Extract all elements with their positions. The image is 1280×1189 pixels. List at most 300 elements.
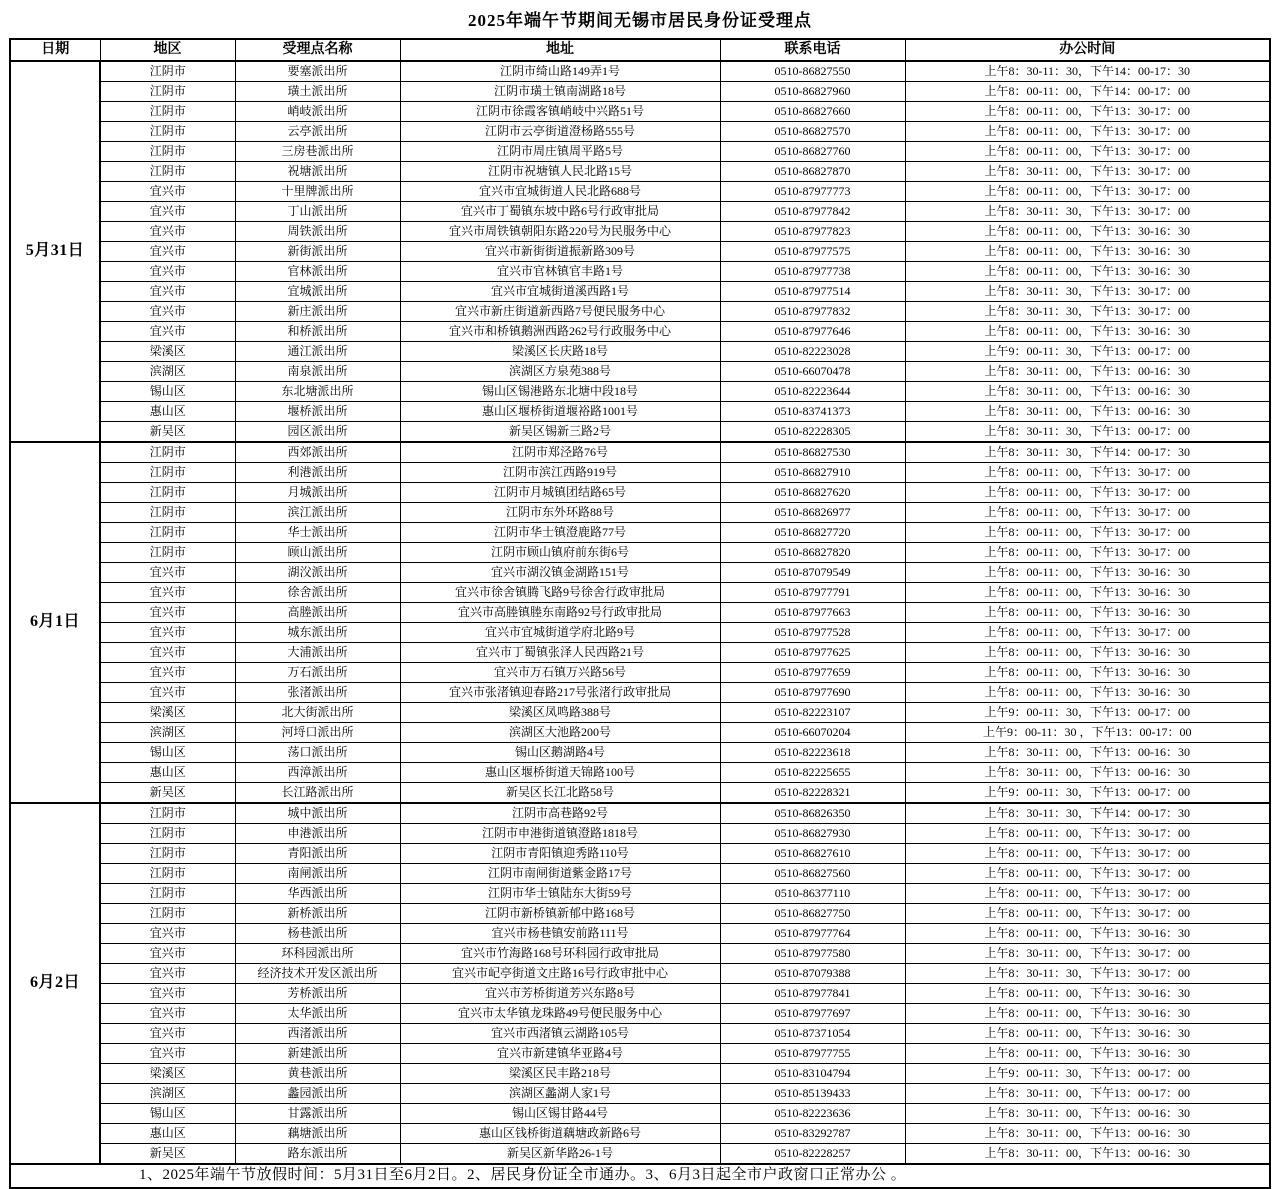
office-hours-cell: 上午8：00-11：00，下午13：30-17：00	[905, 904, 1270, 924]
address-cell: 宜兴市宜城街道学府北路9号	[400, 623, 720, 643]
office-hours-cell: 上午8：00-11：00，下午13：30-16：30	[905, 643, 1270, 663]
district-cell: 江阴市	[100, 844, 235, 864]
station-name-cell: 堰桥派出所	[235, 402, 400, 422]
table-row	[10, 503, 1270, 523]
station-name-cell: 湖㳇派出所	[235, 563, 400, 583]
station-name-cell: 北大街派出所	[235, 703, 400, 723]
station-name-cell: 宜城派出所	[235, 282, 400, 302]
address-cell: 梁溪区凤鸣路388号	[400, 703, 720, 723]
phone-cell: 0510-82223028	[720, 342, 905, 362]
district-cell: 江阴市	[100, 824, 235, 844]
phone-cell: 0510-87977663	[720, 603, 905, 623]
office-hours-cell: 上午8：00-11：00，下午13：30-16：30	[905, 603, 1270, 623]
district-cell: 新吴区	[100, 1144, 235, 1165]
office-hours-cell: 上午8：00-11：00，下午13：30-17：00	[905, 543, 1270, 563]
address-cell: 江阴市新桥镇新郁中路168号	[400, 904, 720, 924]
table-row	[10, 603, 1270, 623]
station-name-cell: 新桥派出所	[235, 904, 400, 924]
district-cell: 宜兴市	[100, 663, 235, 683]
table-row	[10, 643, 1270, 663]
district-cell: 宜兴市	[100, 984, 235, 1004]
district-cell: 滨湖区	[100, 362, 235, 382]
phone-cell: 0510-83741373	[720, 402, 905, 422]
table-row	[10, 1044, 1270, 1064]
table-row	[10, 964, 1270, 984]
address-cell: 宜兴市新建镇华亚路4号	[400, 1044, 720, 1064]
address-cell: 宜兴市芳桥街道芳兴东路8号	[400, 984, 720, 1004]
phone-cell: 0510-87977738	[720, 262, 905, 282]
header-address: 地址	[400, 39, 720, 61]
phone-cell: 0510-86826350	[720, 803, 905, 824]
station-name-cell: 芳桥派出所	[235, 984, 400, 1004]
station-name-cell: 张渚派出所	[235, 683, 400, 703]
district-cell: 宜兴市	[100, 282, 235, 302]
address-cell: 江阴市华士镇陆东大街59号	[400, 884, 720, 904]
address-cell: 江阴市绮山路149弄1号	[400, 61, 720, 82]
office-hours-cell: 上午8：00-11：00，下午13：30-17：00	[905, 142, 1270, 162]
station-name-cell: 滨江派出所	[235, 503, 400, 523]
district-cell: 江阴市	[100, 803, 235, 824]
station-name-cell: 城中派出所	[235, 803, 400, 824]
station-name-cell: 路东派出所	[235, 1144, 400, 1165]
office-hours-cell: 上午9：00-11：30，下午13：00-17：00	[905, 342, 1270, 362]
address-cell: 新吴区新华路26-1号	[400, 1144, 720, 1165]
district-cell: 滨湖区	[100, 1084, 235, 1104]
phone-cell: 0510-82225655	[720, 763, 905, 783]
district-cell: 宜兴市	[100, 202, 235, 222]
station-name-cell: 城东派出所	[235, 623, 400, 643]
station-name-cell: 荡口派出所	[235, 743, 400, 763]
district-cell: 滨湖区	[100, 723, 235, 743]
phone-cell: 0510-66070478	[720, 362, 905, 382]
phone-cell: 0510-87977580	[720, 944, 905, 964]
office-hours-cell: 上午8：00-11：00，下午13：30-17：00	[905, 523, 1270, 543]
phone-cell: 0510-86827750	[720, 904, 905, 924]
district-cell: 锡山区	[100, 743, 235, 763]
office-hours-cell: 上午9：00-11：30，下午13：00-17：00	[905, 783, 1270, 804]
address-cell: 江阴市青阳镇迎秀路110号	[400, 844, 720, 864]
district-cell: 宜兴市	[100, 964, 235, 984]
table-row	[10, 222, 1270, 242]
address-cell: 惠山区堰桥街道天锦路100号	[400, 763, 720, 783]
address-cell: 宜兴市丁蜀镇张泽人民西路21号	[400, 643, 720, 663]
station-name-cell: 甘露派出所	[235, 1104, 400, 1124]
date-cell: 6月2日	[10, 803, 100, 1164]
phone-cell: 0510-86377110	[720, 884, 905, 904]
office-hours-cell: 上午8：00-11：00，下午13：30-17：00	[905, 844, 1270, 864]
station-name-cell: 和桥派出所	[235, 322, 400, 342]
footer-note-row	[10, 1164, 1270, 1188]
phone-cell: 0510-86827570	[720, 122, 905, 142]
phone-cell: 0510-82223636	[720, 1104, 905, 1124]
address-cell: 滨湖区蠡湖人家1号	[400, 1084, 720, 1104]
office-hours-cell: 上午8：30-11：00，下午13：00-17：00	[905, 1084, 1270, 1104]
office-hours-cell: 上午8：00-11：00，下午13：30-17：00	[905, 182, 1270, 202]
district-cell: 江阴市	[100, 162, 235, 182]
address-cell: 滨湖区大池路200号	[400, 723, 720, 743]
phone-cell: 0510-86827910	[720, 463, 905, 483]
address-cell: 宜兴市张渚镇迎春路217号张渚行政审批局	[400, 683, 720, 703]
district-cell: 宜兴市	[100, 222, 235, 242]
phone-cell: 0510-87977528	[720, 623, 905, 643]
table-row	[10, 844, 1270, 864]
table-row	[10, 884, 1270, 904]
table-row	[10, 1124, 1270, 1144]
table-row	[10, 703, 1270, 723]
table-row	[10, 242, 1270, 262]
address-cell: 宜兴市高塍镇塍东南路92号行政审批局	[400, 603, 720, 623]
header-date: 日期	[10, 39, 100, 61]
date-cell: 6月1日	[10, 442, 100, 803]
address-cell: 宜兴市湖㳇镇金湖路151号	[400, 563, 720, 583]
address-cell: 江阴市滨江西路919号	[400, 463, 720, 483]
office-hours-cell: 上午8：00-11：00，下午13：30-16：30	[905, 583, 1270, 603]
table-row	[10, 402, 1270, 422]
address-cell: 江阴市周庄镇周平路5号	[400, 142, 720, 162]
office-hours-cell: 上午8：30-11：00，下午13：00-16：30	[905, 763, 1270, 783]
district-cell: 江阴市	[100, 884, 235, 904]
office-hours-cell: 上午8：00-11：00，下午13：30-17：00	[905, 102, 1270, 122]
table-row	[10, 563, 1270, 583]
phone-cell: 0510-86827530	[720, 442, 905, 463]
address-cell: 江阴市璜土镇南湖路18号	[400, 82, 720, 102]
phone-cell: 0510-87977764	[720, 924, 905, 944]
address-cell: 宜兴市宜城街道人民北路688号	[400, 182, 720, 202]
address-cell: 宜兴市宜城街道溪西路1号	[400, 282, 720, 302]
table-row	[10, 442, 1270, 463]
district-cell: 宜兴市	[100, 924, 235, 944]
phone-cell: 0510-86827760	[720, 142, 905, 162]
district-cell: 江阴市	[100, 442, 235, 463]
district-cell: 宜兴市	[100, 242, 235, 262]
station-name-cell: 南闸派出所	[235, 864, 400, 884]
office-hours-cell: 上午8：30-11：30，下午13：00-17：00	[905, 422, 1270, 443]
table-row	[10, 61, 1270, 82]
office-hours-cell: 上午8：00-11：00，下午13：30-17：00	[905, 483, 1270, 503]
office-hours-cell: 上午8：30-11：00，下午13：30-17：00	[905, 162, 1270, 182]
address-cell: 梁溪区民丰路218号	[400, 1064, 720, 1084]
district-cell: 宜兴市	[100, 1024, 235, 1044]
office-hours-cell: 上午8：00-11：00，下午13：30-16：30	[905, 663, 1270, 683]
station-name-cell: 利港派出所	[235, 463, 400, 483]
station-name-cell: 南泉派出所	[235, 362, 400, 382]
phone-cell: 0510-86827820	[720, 543, 905, 563]
office-hours-cell: 上午9：00-11：30 ，下午13：00-17：00	[905, 723, 1270, 743]
address-cell: 宜兴市万石镇万兴路56号	[400, 663, 720, 683]
station-name-cell: 杨巷派出所	[235, 924, 400, 944]
phone-cell: 0510-87977842	[720, 202, 905, 222]
table-row	[10, 202, 1270, 222]
header-phone: 联系电话	[720, 39, 905, 61]
table-row	[10, 944, 1270, 964]
office-hours-cell: 上午8：00-11：00，下午13：30-16：30	[905, 683, 1270, 703]
station-name-cell: 蠡园派出所	[235, 1084, 400, 1104]
table-row	[10, 1104, 1270, 1124]
phone-cell: 0510-87977625	[720, 643, 905, 663]
station-name-cell: 周铁派出所	[235, 222, 400, 242]
address-cell: 宜兴市和桥镇鹅洲西路262号行政服务中心	[400, 322, 720, 342]
phone-cell: 0510-82228321	[720, 783, 905, 804]
phone-cell: 0510-87977690	[720, 683, 905, 703]
address-cell: 宜兴市周铁镇朝阳东路220号为民服务中心	[400, 222, 720, 242]
station-name-cell: 顾山派出所	[235, 543, 400, 563]
address-cell: 梁溪区长庆路18号	[400, 342, 720, 362]
office-hours-cell: 上午8：30-11：30，下午14：00-17：30	[905, 61, 1270, 82]
office-hours-cell: 上午8：00-11：00，下午13：30-16：30	[905, 984, 1270, 1004]
phone-cell: 0510-86827930	[720, 824, 905, 844]
table-row	[10, 623, 1270, 643]
address-cell: 宜兴市屺亭街道文庄路16号行政审批中心	[400, 964, 720, 984]
phone-cell: 0510-87371054	[720, 1024, 905, 1044]
station-name-cell: 环科园派出所	[235, 944, 400, 964]
table-row	[10, 984, 1270, 1004]
table-row	[10, 1064, 1270, 1084]
header-station-name: 受理点名称	[235, 39, 400, 61]
address-cell: 宜兴市官林镇官丰路1号	[400, 262, 720, 282]
office-hours-cell: 上午8：00-11：00，下午13：30-17：00	[905, 884, 1270, 904]
station-name-cell: 云亭派出所	[235, 122, 400, 142]
phone-cell: 0510-87079388	[720, 964, 905, 984]
station-name-cell: 通江派出所	[235, 342, 400, 362]
phone-cell: 0510-66070204	[720, 723, 905, 743]
phone-cell: 0510-87977646	[720, 322, 905, 342]
phone-cell: 0510-82223107	[720, 703, 905, 723]
district-cell: 江阴市	[100, 543, 235, 563]
address-cell: 宜兴市新庄街道新西路7号便民服务中心	[400, 302, 720, 322]
station-name-cell: 大浦派出所	[235, 643, 400, 663]
address-cell: 江阴市月城镇团结路65号	[400, 483, 720, 503]
phone-cell: 0510-87977791	[720, 583, 905, 603]
table-row	[10, 723, 1270, 743]
office-hours-cell: 上午8：30-11：30，下午14：00-17：30	[905, 803, 1270, 824]
address-cell: 锡山区锡港路东北塘中段18号	[400, 382, 720, 402]
district-cell: 江阴市	[100, 483, 235, 503]
district-cell: 新吴区	[100, 422, 235, 443]
district-cell: 宜兴市	[100, 1004, 235, 1024]
office-hours-cell: 上午8：30-11：00，下午13：00-16：30	[905, 382, 1270, 402]
phone-cell: 0510-86826977	[720, 503, 905, 523]
table-row	[10, 122, 1270, 142]
footer-note: 1、2025年端午节放假时间：5月31日至6月2日。2、居民身份证全市通办。3、6月3日起全市户政窗口正常办公 。	[10, 1164, 1270, 1188]
table-row	[10, 1024, 1270, 1044]
table-row	[10, 543, 1270, 563]
address-cell: 宜兴市太华镇龙珠路49号便民服务中心	[400, 1004, 720, 1024]
district-cell: 宜兴市	[100, 322, 235, 342]
phone-cell: 0510-87977832	[720, 302, 905, 322]
table-row	[10, 1084, 1270, 1104]
phone-cell: 0510-87977575	[720, 242, 905, 262]
station-name-cell: 徐舍派出所	[235, 583, 400, 603]
page-title: 2025年端午节期间无锡市居民身份证受理点	[468, 11, 812, 30]
station-name-cell: 青阳派出所	[235, 844, 400, 864]
table-row	[10, 583, 1270, 603]
district-cell: 宜兴市	[100, 262, 235, 282]
table-row	[10, 362, 1270, 382]
table-row	[10, 382, 1270, 402]
office-hours-cell: 上午8：00-11：00，下午13：30-17：00	[905, 824, 1270, 844]
address-cell: 新吴区长江北路58号	[400, 783, 720, 804]
district-cell: 宜兴市	[100, 583, 235, 603]
station-name-cell: 丁山派出所	[235, 202, 400, 222]
station-name-cell: 申港派出所	[235, 824, 400, 844]
station-name-cell: 十里牌派出所	[235, 182, 400, 202]
district-cell: 江阴市	[100, 864, 235, 884]
district-cell: 梁溪区	[100, 703, 235, 723]
address-cell: 宜兴市新街街道振新路309号	[400, 242, 720, 262]
table-row	[10, 743, 1270, 763]
station-name-cell: 璜土派出所	[235, 82, 400, 102]
station-name-cell: 月城派出所	[235, 483, 400, 503]
district-cell: 宜兴市	[100, 182, 235, 202]
header-office-hours: 办公时间	[905, 39, 1270, 61]
office-hours-cell: 上午8：00-11：00，下午13：30-16：30	[905, 563, 1270, 583]
office-hours-cell: 上午8：30-11：00，下午13：00-16：30	[905, 362, 1270, 382]
address-cell: 滨湖区方泉苑388号	[400, 362, 720, 382]
table-row	[10, 824, 1270, 844]
office-hours-cell: 上午8：00-11：00，下午13：30-17：00	[905, 864, 1270, 884]
district-cell: 宜兴市	[100, 944, 235, 964]
phone-cell: 0510-87977773	[720, 182, 905, 202]
office-hours-cell: 上午8：30-11：00，下午13：00-16：30	[905, 1104, 1270, 1124]
address-cell: 惠山区堰桥街道堰裕路1001号	[400, 402, 720, 422]
office-hours-cell: 上午8：00-11：00，下午13：30-16：30	[905, 1044, 1270, 1064]
station-name-cell: 东北塘派出所	[235, 382, 400, 402]
office-hours-cell: 上午8：30-11：30，下午14：00-17：30	[905, 442, 1270, 463]
table-header-row	[10, 39, 1270, 61]
office-hours-cell: 上午8：30-11：30，下午13：30-17：00	[905, 964, 1270, 984]
address-cell: 宜兴市竹海路168号环科园行政审批局	[400, 944, 720, 964]
table-row	[10, 924, 1270, 944]
station-name-cell: 三房巷派出所	[235, 142, 400, 162]
phone-cell: 0510-82223644	[720, 382, 905, 402]
address-cell: 锡山区鹅湖路4号	[400, 743, 720, 763]
table-row	[10, 342, 1270, 362]
address-cell: 宜兴市徐舍镇腾飞路9号徐舍行政审批局	[400, 583, 720, 603]
office-hours-cell: 上午8：30-11：00，下午13：00-16：30	[905, 1144, 1270, 1165]
office-hours-cell: 上午8：30-11：30，下午13：30-17：00	[905, 202, 1270, 222]
phone-cell: 0510-86827870	[720, 162, 905, 182]
table-row	[10, 763, 1270, 783]
table-row	[10, 783, 1270, 804]
phone-cell: 0510-86827720	[720, 523, 905, 543]
office-hours-cell: 上午9：00-11：30，下午13：00-17：00	[905, 1064, 1270, 1084]
office-hours-cell: 上午8：00-11：00，下午13：30-17：00	[905, 623, 1270, 643]
table-row	[10, 102, 1270, 122]
station-name-cell: 华士派出所	[235, 523, 400, 543]
district-cell: 江阴市	[100, 503, 235, 523]
station-name-cell: 黄巷派出所	[235, 1064, 400, 1084]
address-cell: 江阴市高巷路92号	[400, 803, 720, 824]
table-row	[10, 904, 1270, 924]
station-name-cell: 要塞派出所	[235, 61, 400, 82]
office-hours-cell: 上午8：30-11：00，下午13：00-16：30	[905, 1124, 1270, 1144]
phone-cell: 0510-86827560	[720, 864, 905, 884]
station-name-cell: 西郊派出所	[235, 442, 400, 463]
table-row	[10, 864, 1270, 884]
phone-cell: 0510-86827550	[720, 61, 905, 82]
address-cell: 惠山区钱桥街道藕塘政新路6号	[400, 1124, 720, 1144]
district-cell: 江阴市	[100, 82, 235, 102]
table-row	[10, 1144, 1270, 1165]
office-hours-cell: 上午8：00-11：00，下午13：30-16：30	[905, 322, 1270, 342]
office-hours-cell: 上午8：30-11：30，下午13：30-17：00	[905, 282, 1270, 302]
station-name-cell: 高塍派出所	[235, 603, 400, 623]
station-name-cell: 新庄派出所	[235, 302, 400, 322]
address-cell: 江阴市祝塘镇人民北路15号	[400, 162, 720, 182]
office-hours-cell: 上午8：00-11：00，下午13：30-17：00	[905, 503, 1270, 523]
district-cell: 锡山区	[100, 382, 235, 402]
station-name-cell: 西漳派出所	[235, 763, 400, 783]
district-cell: 新吴区	[100, 783, 235, 804]
phone-cell: 0510-83104794	[720, 1064, 905, 1084]
table-row	[10, 663, 1270, 683]
station-name-cell: 万石派出所	[235, 663, 400, 683]
phone-cell: 0510-82228305	[720, 422, 905, 443]
district-cell: 梁溪区	[100, 342, 235, 362]
phone-cell: 0510-86827960	[720, 82, 905, 102]
office-hours-cell: 上午8：30-11：00，下午13：00-16：30	[905, 743, 1270, 763]
phone-cell: 0510-87977823	[720, 222, 905, 242]
address-cell: 宜兴市丁蜀镇东坡中路6号行政审批局	[400, 202, 720, 222]
address-cell: 江阴市郑泾路76号	[400, 442, 720, 463]
office-hours-cell: 上午8：00-11：00，下午13：30-16：30	[905, 1004, 1270, 1024]
district-cell: 江阴市	[100, 463, 235, 483]
address-cell: 宜兴市西渚镇云湖路105号	[400, 1024, 720, 1044]
table-row	[10, 683, 1270, 703]
office-hours-cell: 上午8：00-11：00，下午13：30-16：30	[905, 222, 1270, 242]
district-cell: 宜兴市	[100, 1044, 235, 1064]
phone-cell: 0510-86827660	[720, 102, 905, 122]
address-cell: 江阴市云亭街道澄杨路555号	[400, 122, 720, 142]
office-hours-cell: 上午8：00-11：00，下午13：30-16：30	[905, 924, 1270, 944]
address-cell: 江阴市南闸街道紫金路17号	[400, 864, 720, 884]
table-row	[10, 422, 1270, 443]
station-name-cell: 峭岐派出所	[235, 102, 400, 122]
station-name-cell: 园区派出所	[235, 422, 400, 443]
district-cell: 江阴市	[100, 142, 235, 162]
district-cell: 江阴市	[100, 61, 235, 82]
address-cell: 新吴区锡新三路2号	[400, 422, 720, 443]
station-name-cell: 河埒口派出所	[235, 723, 400, 743]
district-cell: 宜兴市	[100, 643, 235, 663]
table-row	[10, 322, 1270, 342]
table-row	[10, 1004, 1270, 1024]
district-cell: 宜兴市	[100, 683, 235, 703]
address-cell: 江阴市申港街道镇澄路1818号	[400, 824, 720, 844]
station-name-cell: 新街派出所	[235, 242, 400, 262]
address-cell: 江阴市华士镇澄鹿路77号	[400, 523, 720, 543]
station-name-cell: 华西派出所	[235, 884, 400, 904]
district-cell: 惠山区	[100, 1124, 235, 1144]
id-card-acceptance-table	[9, 38, 1271, 1189]
station-name-cell: 官林派出所	[235, 262, 400, 282]
district-cell: 宜兴市	[100, 623, 235, 643]
office-hours-cell: 上午8：30-11：00，下午13：00-16：30	[905, 402, 1270, 422]
district-cell: 宜兴市	[100, 302, 235, 322]
phone-cell: 0510-82223618	[720, 743, 905, 763]
district-cell: 宜兴市	[100, 603, 235, 623]
phone-cell: 0510-87977697	[720, 1004, 905, 1024]
address-cell: 江阴市徐霞客镇峭岐中兴路51号	[400, 102, 720, 122]
phone-cell: 0510-86827610	[720, 844, 905, 864]
phone-cell: 0510-83292787	[720, 1124, 905, 1144]
station-name-cell: 祝塘派出所	[235, 162, 400, 182]
phone-cell: 0510-86827620	[720, 483, 905, 503]
district-cell: 惠山区	[100, 763, 235, 783]
table-row	[10, 523, 1270, 543]
address-cell: 宜兴市杨巷镇安前路111号	[400, 924, 720, 944]
address-cell: 江阴市顾山镇府前东街6号	[400, 543, 720, 563]
